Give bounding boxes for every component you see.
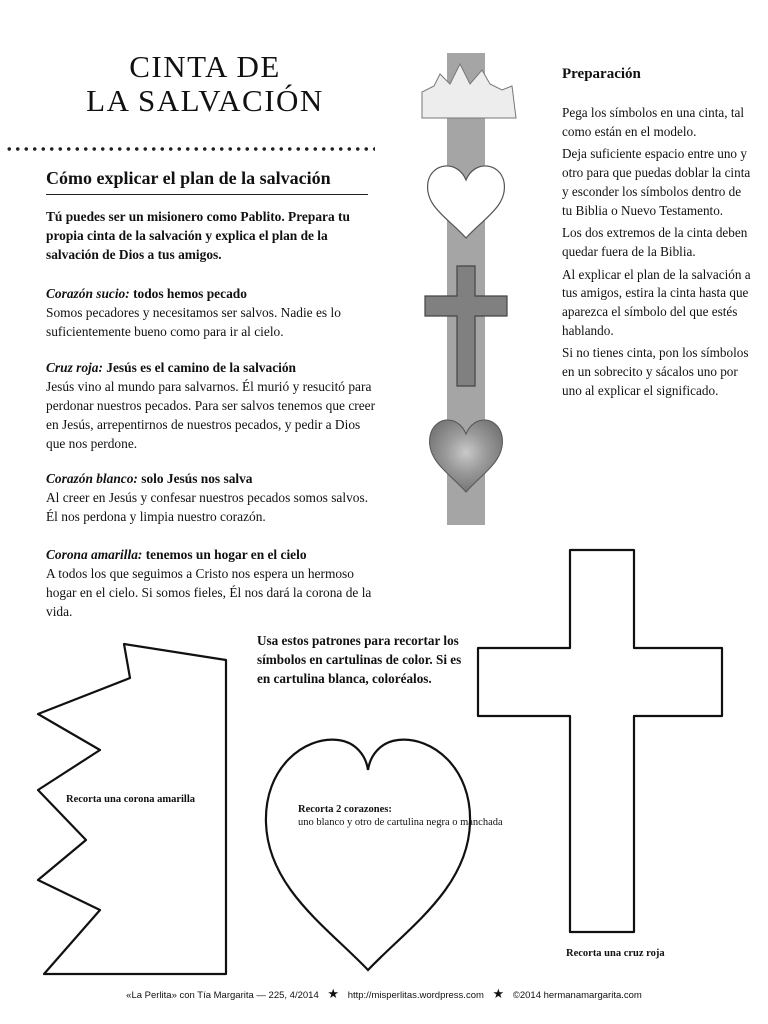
- intro-paragraph: Tú puedes ser un misionero como Pablito. Prepara tu propia cinta de la salvación y explica el plan de la salvación de Dios a tus amigos.: [46, 209, 350, 262]
- section-body: Al creer en Jesús y confesar nuestros pecados somos salvos. Él nos perdona y limpia nuestro corazón.: [46, 490, 369, 524]
- section-label: Corazón sucio:: [46, 286, 130, 301]
- preparation-text: [562, 104, 752, 405]
- section-dirty-heart: [46, 284, 376, 341]
- crown-label: Recorta una corona amarilla: [66, 794, 195, 805]
- preparation-paragraph: Al explicar el plan de la salvación a tus amigos, estira la cinta hasta que aparezca el símbolo del que estés hablando.: [562, 266, 751, 338]
- footer-blog-url: http://misperlitas.wordpress.com: [347, 990, 484, 1001]
- section-heading: [46, 284, 376, 303]
- section-red-cross: [46, 358, 376, 453]
- section-label: Cruz roja:: [46, 360, 103, 375]
- patterns-note: Usa estos patrones para recortar los símbolos en cartulinas de color. Si es en cartulina blanca, coloréalos.: [257, 633, 462, 686]
- page-title: [40, 50, 370, 118]
- heart-label-body: uno blanco y otro de cartulina negra o manchada: [298, 817, 503, 828]
- preparation-paragraph: Deja suficiente espacio entre uno y otro para que puedas doblar la cinta y esconder los símbolos dentro de tu Biblia o Nuevo Testamento.: [562, 146, 751, 218]
- heart-pattern: [258, 728, 478, 978]
- preparation-paragraph: Pega los símbolos en una cinta, tal como están en el modelo.: [562, 105, 745, 139]
- footer: [0, 986, 768, 1002]
- crown-pattern: [30, 640, 260, 980]
- footer-copyright: ©2014 hermanamargarita.com: [512, 990, 642, 1001]
- section-body: A todos los que seguimos a Cristo nos espera un hermoso hogar en el cielo. Si somos fieles, Él nos dará la corona de la vida.: [46, 566, 372, 619]
- section-body: Somos pecadores y necesitamos ser salvos. Nadie es lo suficientemente bueno como para ir al cielo.: [46, 305, 341, 339]
- preparation-paragraph: Si no tienes cinta, pon los símbolos en un sobrecito y sácalos uno por uno al explicar el significado.: [562, 345, 749, 398]
- dotted-divider: [5, 146, 375, 152]
- section-label: Corazón blanco:: [46, 471, 138, 486]
- preparation-heading: Preparación: [562, 66, 641, 82]
- section-label: Corona amarilla:: [46, 547, 143, 562]
- cross-pattern: [472, 542, 732, 942]
- star-icon: ★: [327, 986, 340, 1001]
- red-cross-icon: [425, 266, 507, 386]
- section-subtitle: todos hemos pecado: [133, 286, 247, 301]
- section-subtitle: tenemos un hogar en el cielo: [145, 547, 307, 562]
- ribbon-illustration: [410, 50, 530, 530]
- title-line-1: CINTA DE: [129, 49, 281, 84]
- howto-heading: Cómo explicar el plan de la salvación: [46, 168, 368, 195]
- section-heading: [46, 545, 376, 564]
- section-subtitle: Jesús es el camino de la salvación: [106, 360, 296, 375]
- preparation-paragraph: Los dos extremos de la cinta deben quedar fuera de la Biblia.: [562, 225, 748, 259]
- title-line-2: LA SALVACIÓN: [86, 83, 324, 118]
- crown-outline-icon: [38, 644, 226, 974]
- heart-label-title: Recorta 2 corazones:: [298, 804, 392, 815]
- section-subtitle: solo Jesús nos salva: [141, 471, 253, 486]
- section-heading: [46, 358, 376, 377]
- section-body: Jesús vino al mundo para salvarnos. Él murió y resucitó para perdonar nuestros pecados. Para ser salvos tenemos que creer en Jesús, arrepentirnos de nuestros pecados, y pedir a Dios que nos perdone.: [46, 379, 376, 451]
- section-heading: [46, 469, 376, 488]
- cross-label: Recorta una cruz roja: [566, 948, 665, 959]
- cross-outline-icon: [478, 550, 722, 932]
- heart-outline-icon: [266, 740, 470, 970]
- section-yellow-crown: [46, 545, 376, 621]
- star-icon: ★: [492, 986, 505, 1001]
- footer-credit: «La Perlita» con Tía Margarita — 225, 4/2014: [126, 990, 319, 1001]
- section-white-heart: [46, 469, 376, 526]
